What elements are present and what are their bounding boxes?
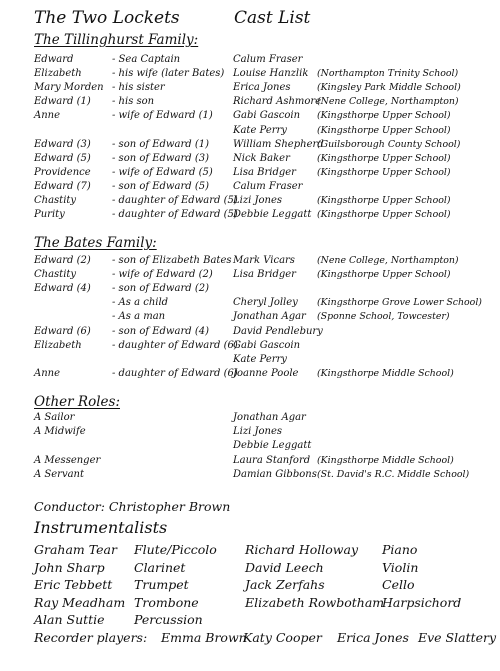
character-name: Providence [34,166,91,178]
actor-name: Lisa Bridger [233,166,296,178]
character-role: - son of Edward (1) [112,138,209,150]
character-role: - son of Edward (2) [112,283,209,295]
actor-school: (Kingsley Park Middle School) [317,82,461,94]
character-name: Purity [34,209,65,221]
character-name: Elizabeth [34,68,82,80]
actor-school: (Nene College, Northampton) [317,255,459,266]
bates-heading: The Bates Family: [34,235,157,251]
recorder-label: Recorder players: [34,630,148,645]
actor-name: Debbie Leggatt [233,440,312,452]
actor-name: David Pendlebury [233,325,323,337]
actor-school: (Sponne School, Towcester) [317,311,450,323]
actor-name: Richard Ashmore [233,96,322,108]
instrument-name: Trumpet [134,577,189,592]
character-role: - daughter of Edward (5) [112,209,238,221]
character-role: - As a man [112,311,166,323]
character-name: Elizabeth [34,339,82,351]
character-role: - daughter of Edward (5) [112,195,238,206]
actor-school: (Guilsborough County School) [317,138,461,150]
actor-name: Damian Gibbons [233,468,317,480]
actor-school: (Kingsthorpe Upper School) [317,124,451,136]
character-role: - son of Edward (3) [112,152,209,164]
character-role: - daughter of Edward (6) [112,367,238,379]
actor-name: Jonathan Agar [233,412,306,423]
other-roles-heading: Other Roles: [34,394,120,410]
recorder-player: Erica Jones [337,630,409,645]
instrument-name: Violin [382,559,419,575]
actor-name: Lisa Bridger [233,269,296,281]
actor-school: (Nene College, Northampton) [317,96,459,108]
actor-name: Lizi Jones [233,195,283,206]
character-role: - daughter of Edward (6) [112,339,238,351]
page-title: The Two Lockets [34,8,180,28]
character-name: Chastity [34,269,77,281]
actor-school: (Kingsthorpe Upper School) [317,152,451,164]
character-role: - Sea Captain [112,54,181,65]
actor-name: William Shepherd [233,138,324,150]
character-name: Chastity [34,195,77,206]
actor-school: (Kingsthorpe Upper School) [317,269,451,281]
instrument-name: Piano [382,542,418,557]
character-role: - As a child [112,297,169,309]
character-role: - son of Edward (5) [112,180,209,192]
actor-name: Jonathan Agar [233,311,306,323]
character-name: Edward (5) [34,152,91,164]
tillinghurst-heading: The Tillinghurst Family: [34,32,199,48]
cast-list-label: Cast List [234,8,311,28]
character-name: A Servant [34,468,85,480]
character-role: - wife of Edward (1) [112,110,213,122]
actor-school: (Kingsthorpe Middle School) [317,367,454,379]
actor-name: Nick Baker [233,152,290,164]
actor-school: (Kingsthorpe Upper School) [317,166,451,178]
character-role: - wife of Edward (5) [112,166,213,178]
instrument-name: Trombone [134,594,199,610]
conductor: Conductor: Christopher Brown [34,499,231,514]
musician-name: Eric Tebbett [34,577,113,592]
recorder-player: Katy Cooper [243,630,322,645]
actor-school: (Kingsthorpe Upper School) [317,195,451,206]
musician-name: Alan Suttie [34,612,105,627]
character-role: - son of Elizabeth Bates [112,255,232,266]
character-name: Edward (4) [34,283,91,295]
character-name: Edward (1) [34,96,91,108]
actor-name: Debbie Leggatt [233,209,312,221]
actor-name: Calum Fraser [233,180,303,192]
character-role: - his sister [112,82,165,94]
actor-name: Mark Vicars [233,255,295,266]
actor-school: (St. David's R.C. Middle School) [317,468,470,480]
actor-name: Calum Fraser [233,54,303,65]
character-name: Edward (6) [34,325,91,337]
musician-name: Richard Holloway [245,542,359,557]
instrument-name: Flute/Piccolo [134,542,217,557]
recorder-player: Emma Brown [161,630,247,645]
character-name: Edward [34,54,74,65]
musician-name: Graham Tear [34,542,117,557]
actor-school: (Kingsthorpe Grove Lower School) [317,297,482,309]
actor-name: Louise Hanzlik [233,68,309,80]
actor-school: (Northampton Trinity School) [317,68,459,80]
character-name: A Messenger [34,454,101,466]
instrument-name: Cello [382,577,415,592]
recorder-player: Eve Slattery [418,630,497,645]
actor-name: Erica Jones [233,82,291,94]
instrumentalists-heading: Instrumentalists [34,518,168,537]
character-name: Anne [34,110,61,122]
actor-school: (Kingsthorpe Middle School) [317,454,454,466]
actor-name: Lizi Jones [233,426,283,438]
character-name: Edward (2) [34,255,91,266]
character-role: - son of Edward (4) [112,325,209,337]
musician-name: Jack Zerfahs [245,577,325,592]
instrument-name: Percussion [134,612,203,627]
actor-name: Kate Perry [233,353,287,365]
instrument-name: Clarinet [134,559,186,575]
musician-name: Elizabeth Rowbotham [245,594,385,610]
actor-name: Cheryl Jolley [233,297,298,309]
character-name: Edward (3) [34,138,91,150]
musician-name: John Sharp [34,559,105,575]
character-name: Mary Morden [34,82,104,94]
character-role: - his son [112,96,155,108]
instrument-name: Harpsichord [382,594,462,610]
actor-name: Laura Stanford [233,454,311,466]
musician-name: Ray Meadham [34,594,126,610]
character-name: A Midwife [34,426,86,438]
character-name: A Sailor [34,412,75,423]
character-name: Edward (7) [34,180,91,192]
actor-name: Gabi Gascoin [233,110,301,122]
musician-name: David Leech [245,559,324,575]
actor-name: Joanne Poole [233,367,299,379]
actor-school: (Kingsthorpe Upper School) [317,110,451,122]
actor-school: (Kingsthorpe Upper School) [317,209,451,221]
actor-name: Kate Perry [233,124,287,136]
character-role: - wife of Edward (2) [112,269,213,281]
character-role: - his wife (later Bates) [112,68,225,80]
actor-name: Gabi Gascoin [233,339,301,351]
character-name: Anne [34,367,61,379]
